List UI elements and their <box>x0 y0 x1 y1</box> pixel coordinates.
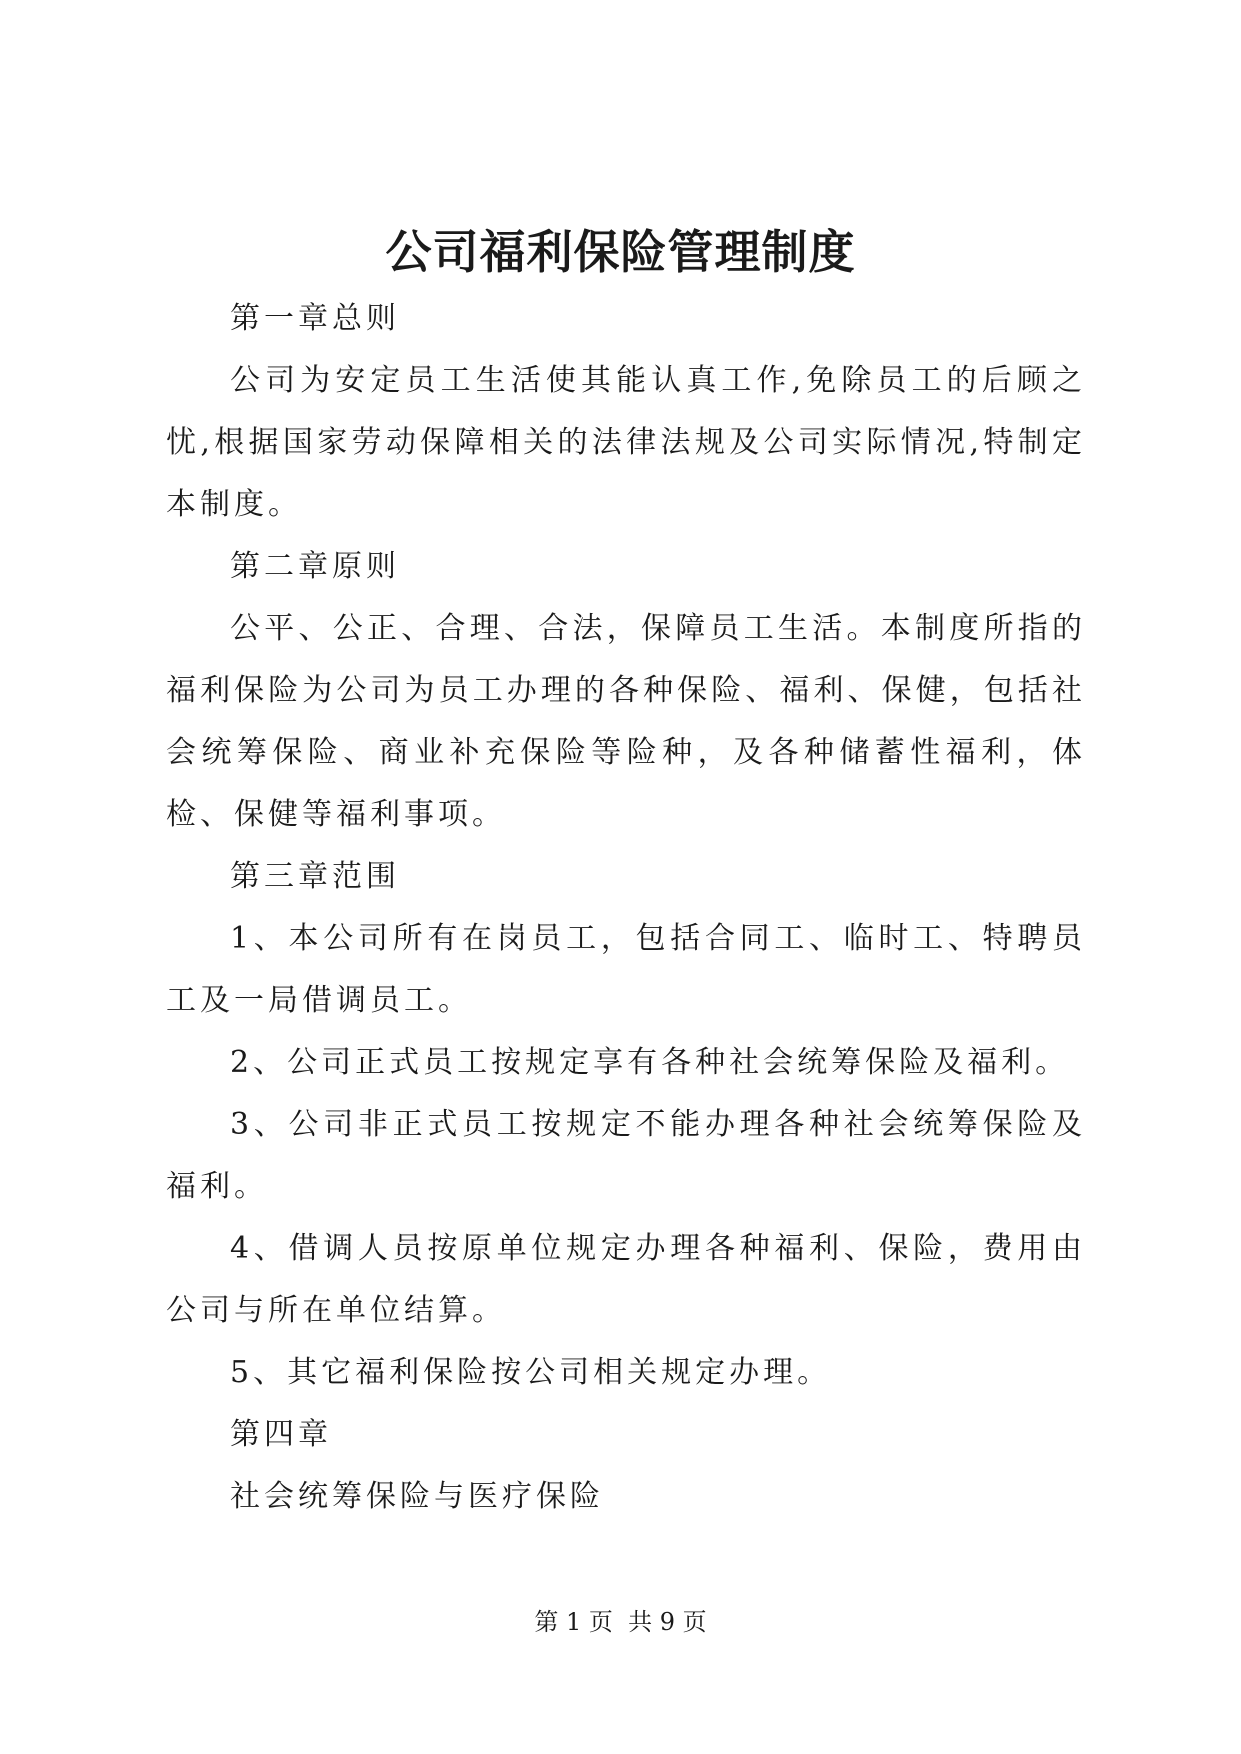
list-item: 4、借调人员按原单位规定办理各种福利、保险，费用由公司与所在单位结算。 <box>166 1231 1086 1328</box>
list-item: 3、公司非正式员工按规定不能办理各种社会统筹保险及福利。 <box>166 1107 1086 1204</box>
chapter-heading: 第四章 <box>230 1417 332 1452</box>
page-number-label: 第 1 页 共 9 页 <box>534 1608 707 1636</box>
document-body <box>166 288 1086 1528</box>
page-footer <box>0 1606 1241 1638</box>
chapter-heading: 第二章原则 <box>230 549 400 584</box>
paragraph: 公平、公正、合理、合法，保障员工生活。本制度所指的福利保险为公司为员工办理的各种保险、福利、保健，包括社会统筹保险、商业补充保险等险种，及各种储蓄性福利，体检、保健等福利事项。 <box>166 611 1086 832</box>
chapter-heading: 第一章总则 <box>230 301 400 336</box>
list-item: 1、本公司所有在岗员工，包括合同工、临时工、特聘员工及一局借调员工。 <box>166 921 1086 1018</box>
section-heading: 社会统筹保险与医疗保险 <box>230 1479 604 1514</box>
list-item: 2、公司正式员工按规定享有各种社会统筹保险及福利。 <box>230 1045 1070 1080</box>
list-item: 5、其它福利保险按公司相关规定办理。 <box>230 1355 832 1390</box>
paragraph: 公司为安定员工生活使其能认真工作,免除员工的后顾之忧,根据国家劳动保障相关的法律法规及公司实际情况,特制定本制度。 <box>166 363 1086 522</box>
page-title: 公司福利保险管理制度 <box>385 225 856 279</box>
chapter-heading: 第三章范围 <box>230 859 400 894</box>
